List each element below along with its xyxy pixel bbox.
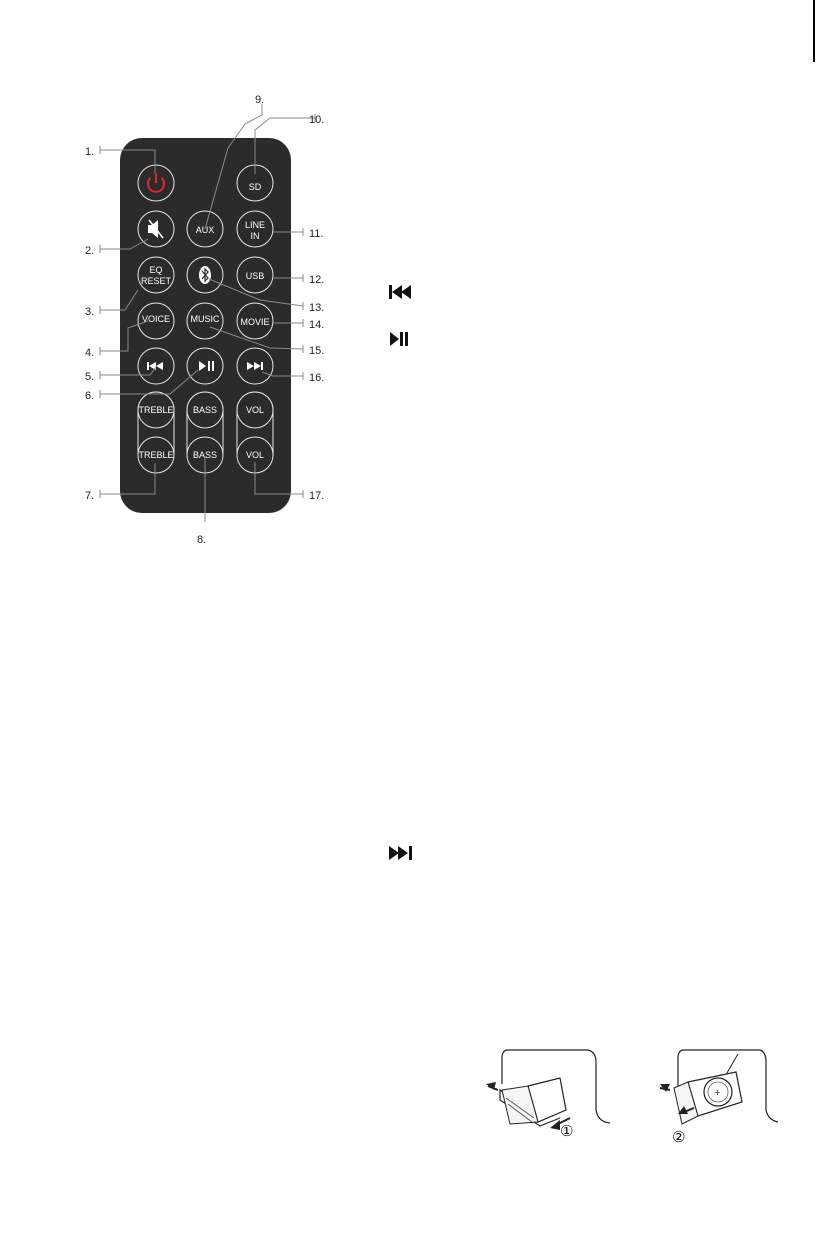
power-button[interactable] bbox=[138, 165, 174, 201]
callout-7: 7. bbox=[85, 490, 95, 502]
bluetooth-button[interactable] bbox=[187, 257, 223, 293]
vol-down-label: VOL bbox=[245, 450, 265, 460]
battery-step-2-label: ② bbox=[672, 1128, 686, 1146]
treble-down-label: TREBLE bbox=[138, 450, 174, 460]
previous-track-icon bbox=[388, 284, 414, 300]
eq-reset-label-2: RESET bbox=[140, 276, 172, 286]
line-in-label-1: LINE bbox=[244, 220, 266, 230]
line-in-label-2: IN bbox=[250, 231, 260, 241]
eq-reset-label-1: EQ bbox=[149, 265, 163, 275]
sd-label: SD bbox=[248, 182, 262, 192]
next-track-icon bbox=[388, 845, 414, 861]
treble-down-button[interactable] bbox=[138, 437, 174, 473]
usb-button[interactable] bbox=[237, 257, 273, 293]
callout-4: 4. bbox=[85, 347, 95, 359]
eq-reset-button[interactable] bbox=[138, 257, 174, 293]
treble-up-button[interactable] bbox=[138, 392, 174, 428]
voice-button[interactable] bbox=[138, 303, 174, 339]
bass-up-button[interactable] bbox=[187, 392, 223, 428]
callout-9: 9. bbox=[255, 94, 265, 106]
svg-text:+: + bbox=[714, 1088, 721, 1097]
battery-step-1-illustration bbox=[480, 1038, 620, 1153]
music-label: MUSIC bbox=[190, 314, 220, 324]
callout-2: 2. bbox=[85, 245, 95, 257]
movie-label: MOVIE bbox=[240, 317, 270, 327]
bluetooth-icon bbox=[199, 266, 211, 284]
next-button[interactable] bbox=[237, 348, 273, 384]
treble-up-label: TREBLE bbox=[138, 405, 174, 415]
callout-12: 12. bbox=[309, 274, 325, 286]
callout-10: 10. bbox=[309, 114, 325, 126]
callout-16: 16. bbox=[309, 372, 325, 384]
bass-down-label: BASS bbox=[192, 450, 218, 460]
callout-13: 13. bbox=[309, 302, 325, 314]
callout-17: 17. bbox=[309, 490, 325, 502]
previous-button[interactable] bbox=[138, 348, 174, 384]
usb-label: USB bbox=[245, 271, 265, 281]
callout-8: 8. bbox=[197, 534, 207, 546]
remote-control-diagram bbox=[0, 0, 840, 560]
play-pause-icon bbox=[389, 331, 409, 347]
battery-step-2-illustration bbox=[648, 1038, 788, 1153]
aux-label: AUX bbox=[195, 225, 215, 235]
vol-up-label: VOL bbox=[245, 405, 265, 415]
voice-label: VOICE bbox=[141, 314, 171, 324]
callout-11: 11. bbox=[309, 228, 324, 240]
callout-6: 6. bbox=[85, 390, 95, 402]
movie-button[interactable] bbox=[237, 303, 273, 339]
battery-step-1-label: ① bbox=[560, 1122, 574, 1140]
bass-up-label: BASS bbox=[192, 405, 218, 415]
callout-15: 15. bbox=[309, 345, 325, 357]
line-in-button[interactable] bbox=[237, 211, 273, 247]
callout-1: 1. bbox=[85, 146, 95, 158]
music-button[interactable] bbox=[187, 303, 223, 339]
vol-up-button[interactable] bbox=[237, 392, 273, 428]
callout-14: 14. bbox=[309, 319, 325, 331]
play-pause-button[interactable] bbox=[187, 348, 223, 384]
callout-5: 5. bbox=[85, 371, 95, 383]
callout-3: 3. bbox=[85, 306, 95, 318]
